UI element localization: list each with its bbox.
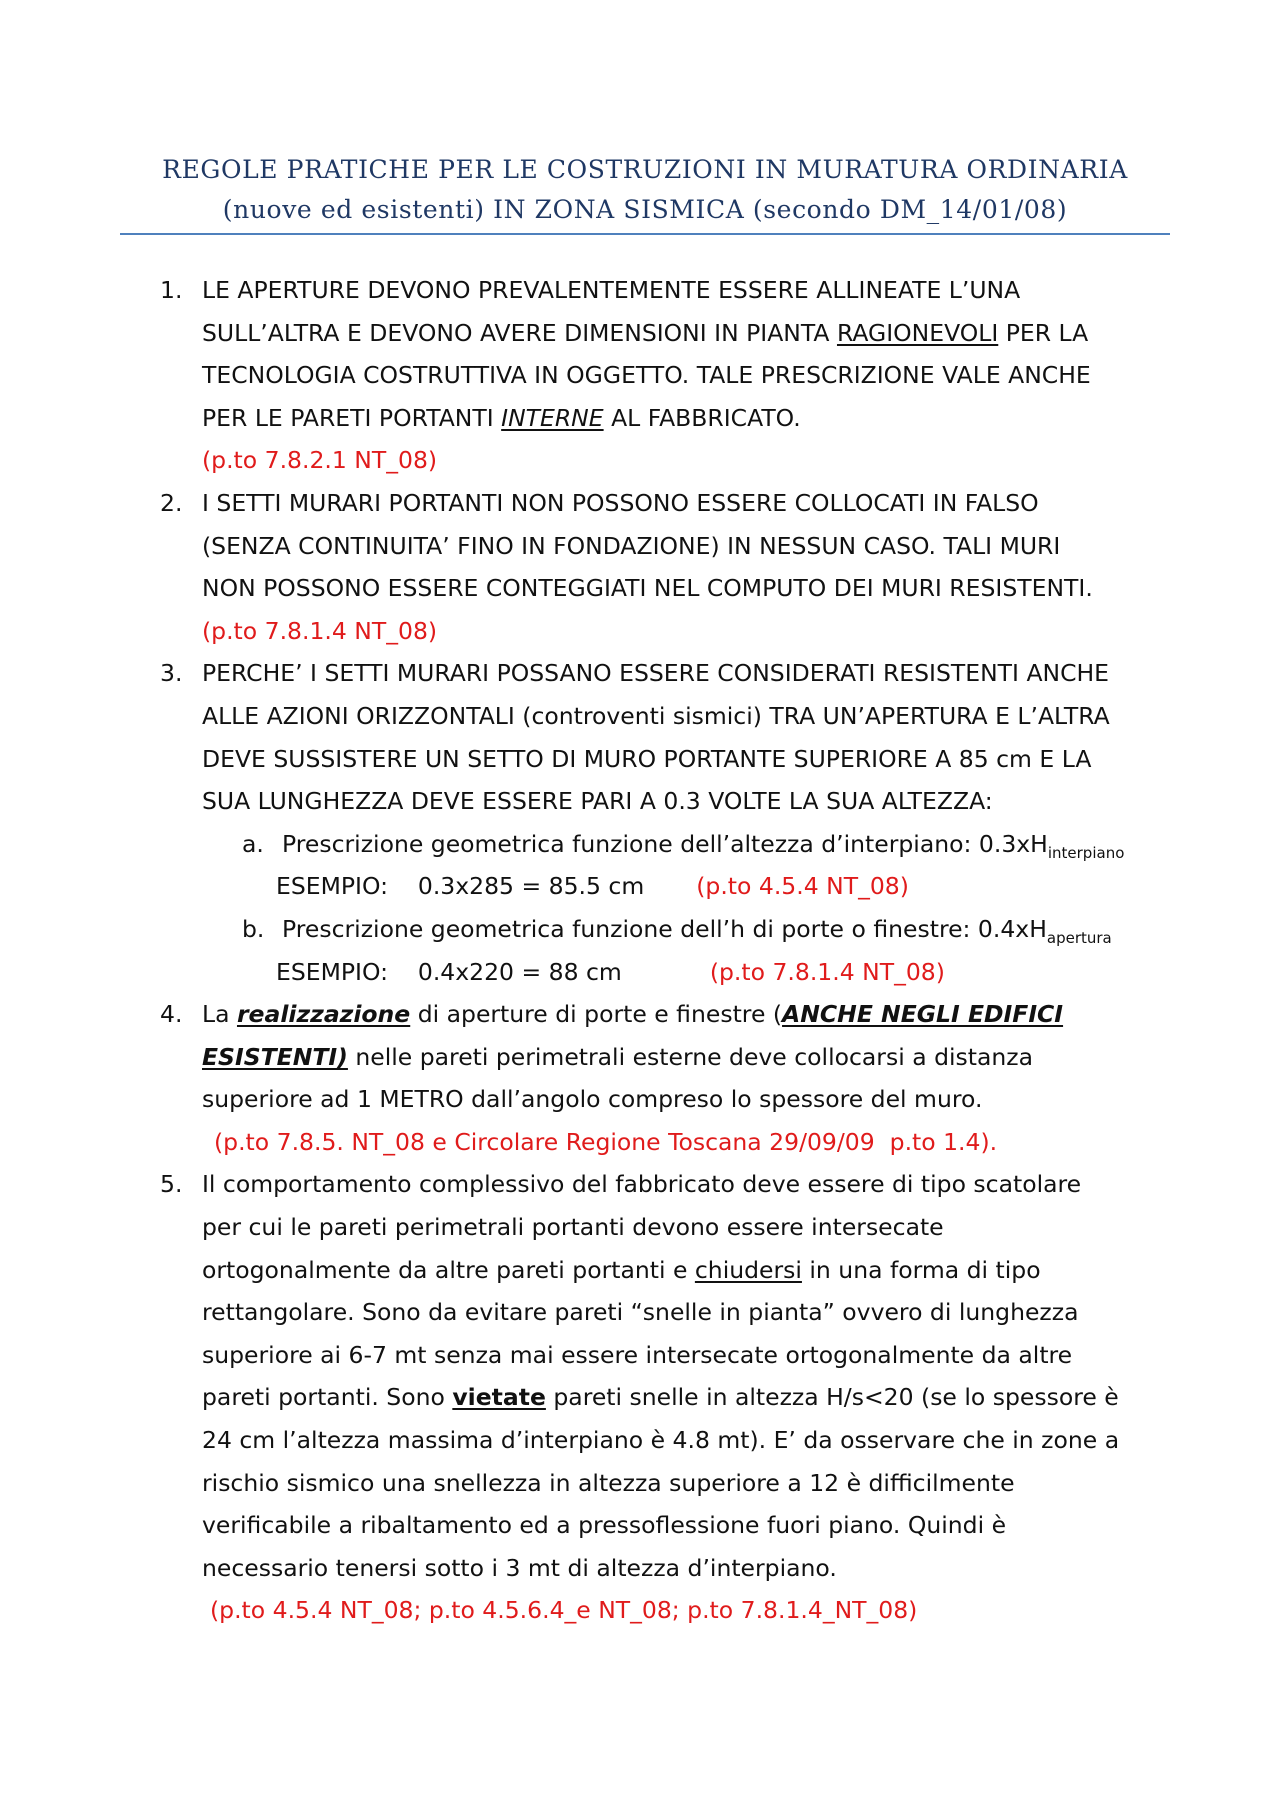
underlined-text: chiudersi bbox=[694, 1255, 802, 1284]
item-text-line: PERCHE’ I SETTI MURARI POSSANO ESSERE CONSIDERATI RESISTENTI ANCHE bbox=[202, 659, 1110, 688]
item-text-line: 24 cm l’altezza massima d’interpiano è 4.8 mt). E’ da osservare che in zone a bbox=[202, 1426, 1120, 1455]
text-span: SULL’ALTRA E DEVONO AVERE DIMENSIONI IN PIANTA bbox=[202, 318, 837, 347]
text-span: Prescrizione geometrica funzione dell’h di porte o finestre: 0.4xH bbox=[282, 914, 1047, 943]
item-text-line: ALLE AZIONI ORIZZONTALI (controventi sismici) TRA UN’APERTURA E L’ALTRA bbox=[202, 701, 1110, 730]
sub-item-text bbox=[282, 908, 1180, 951]
text-span: La bbox=[202, 1000, 237, 1029]
sub-item-text bbox=[282, 823, 1180, 866]
norm-reference: (p.to 4.5.4 NT_08) bbox=[696, 872, 909, 901]
rule-item-5 bbox=[160, 1163, 1180, 1632]
text-span: Prescrizione geometrica funzione dell’altezza d’interpiano: 0.3xH bbox=[282, 829, 1048, 858]
item-text-line bbox=[202, 312, 1180, 355]
item-text-line: superiore ad 1 METRO dall’angolo compreso lo spessore del muro. bbox=[202, 1085, 983, 1114]
bold-italic-text: ANCHE NEGLI EDIFICI bbox=[782, 1000, 1064, 1029]
item-text-line bbox=[202, 993, 1180, 1036]
title-divider bbox=[120, 233, 1170, 235]
item-text-line: Il comportamento complessivo del fabbricato deve essere di tipo scatolare bbox=[202, 1170, 1082, 1199]
example-text: ESEMPIO: 0.3x285 = 85.5 cm bbox=[276, 872, 645, 901]
sub-item-b bbox=[202, 908, 1180, 993]
underlined-text: RAGIONEVOLI bbox=[836, 318, 999, 347]
item-text-line: I SETTI MURARI PORTANTI NON POSSONO ESSERE COLLOCATI IN FALSO bbox=[202, 488, 1039, 517]
norm-reference: (p.to 4.5.4 NT_08; p.to 4.5.6.4_e NT_08; p.to 7.8.1.4_NT_08) bbox=[210, 1596, 918, 1625]
item-text-line: superiore ai 6-7 mt senza mai essere intersecate ortogonalmente da altre bbox=[202, 1340, 1073, 1369]
item-number: 1. bbox=[160, 276, 183, 304]
sub-item-letter: b. bbox=[242, 914, 265, 943]
item-text-line: verificabile a ribaltamento ed a pressoflessione fuori piano. Quindi è bbox=[202, 1511, 1007, 1540]
item-text-line bbox=[202, 1249, 1180, 1292]
item-text-line: TECNOLOGIA COSTRUTTIVA IN OGGETTO. TALE PRESCRIZIONE VALE ANCHE bbox=[202, 361, 1091, 390]
text-span: PER LA bbox=[998, 318, 1089, 347]
item-text-line: per cui le pareti perimetrali portanti devono essere intersecate bbox=[202, 1213, 944, 1242]
bold-italic-text: realizzazione bbox=[236, 1000, 411, 1029]
example-line bbox=[276, 951, 1180, 994]
item-text-line: (SENZA CONTINUITA’ FINO IN FONDAZIONE) IN NESSUN CASO. TALI MURI bbox=[202, 531, 1061, 560]
italic-underlined-text: INTERNE bbox=[501, 403, 604, 432]
document-title bbox=[120, 150, 1170, 230]
item-text-line: necessario tenersi sotto i 3 mt di altezza d’interpiano. bbox=[202, 1553, 837, 1582]
example-line bbox=[276, 865, 1180, 908]
bold-underlined-text: vietate bbox=[452, 1383, 546, 1412]
item-number: 4. bbox=[160, 1000, 183, 1029]
text-span: pareti snelle in altezza H/s<20 (se lo spessore è bbox=[545, 1383, 1119, 1412]
item-text-line: rettangolare. Sono da evitare pareti “snelle in pianta” ovvero di lunghezza bbox=[202, 1298, 1079, 1327]
rule-item-4 bbox=[160, 993, 1180, 1163]
rule-item-3 bbox=[160, 652, 1180, 993]
text-span: pareti portanti. Sono bbox=[202, 1383, 453, 1412]
item-text-line bbox=[202, 1376, 1180, 1419]
text-span: PER LE PARETI PORTANTI bbox=[202, 403, 502, 432]
title-line-1: REGOLE PRATICHE PER LE COSTRUZIONI IN MURATURA ORDINARIA bbox=[162, 155, 1128, 184]
item-text-line bbox=[202, 397, 1180, 440]
title-line-2: (nuove ed esistenti) IN ZONA SISMICA (secondo DM_14/01/08) bbox=[222, 195, 1068, 224]
item-number: 2. bbox=[160, 488, 183, 517]
norm-reference: (p.to 7.8.1.4 NT_08) bbox=[202, 616, 438, 645]
sub-item-letter: a. bbox=[242, 829, 264, 858]
norm-reference: (p.to 7.8.1.4 NT_08) bbox=[709, 957, 945, 986]
item-text-line: rischio sismico una snellezza in altezza superiore a 12 è difficilmente bbox=[202, 1468, 1015, 1497]
item-text-line: NON POSSONO ESSERE CONTEGGIATI NEL COMPUTO DEI MURI RESISTENTI. bbox=[202, 574, 1093, 603]
item-number: 5. bbox=[160, 1170, 183, 1199]
text-span: in una forma di tipo bbox=[801, 1255, 1041, 1284]
item-text-line bbox=[202, 1036, 1180, 1079]
rules-list bbox=[160, 269, 1180, 1632]
text-span: AL FABBRICATO. bbox=[603, 403, 801, 432]
text-span: ortogonalmente da altre pareti portanti e bbox=[202, 1255, 695, 1284]
norm-reference: (p.to 7.8.2.1 NT_08) bbox=[202, 446, 438, 475]
norm-reference: (p.to 7.8.5. NT_08 e Circolare Regione Toscana 29/09/09 p.to 1.4). bbox=[214, 1127, 998, 1156]
bold-italic-text: ESISTENTI) bbox=[202, 1042, 348, 1071]
item-number: 3. bbox=[160, 659, 183, 688]
item-text-line: DEVE SUSSISTERE UN SETTO DI MURO PORTANTE SUPERIORE A 85 cm E LA bbox=[202, 744, 1092, 773]
example-text: ESEMPIO: 0.4x220 = 88 cm bbox=[276, 957, 622, 986]
item-text-line: LE APERTURE DEVONO PREVALENTEMENTE ESSERE ALLINEATE L’UNA bbox=[202, 276, 1021, 304]
text-span: nelle pareti perimetrali esterne deve collocarsi a distanza bbox=[347, 1042, 1034, 1071]
text-span: di aperture di porte e finestre ( bbox=[410, 1000, 783, 1029]
subscript: apertura bbox=[1046, 928, 1112, 947]
item-text-line: SUA LUNGHEZZA DEVE ESSERE PARI A 0.3 VOLTE LA SUA ALTEZZA: bbox=[202, 787, 993, 816]
subscript: interpiano bbox=[1047, 843, 1125, 862]
sub-item-a bbox=[202, 823, 1180, 908]
rule-item-2 bbox=[160, 482, 1180, 652]
rule-item-1 bbox=[160, 269, 1180, 482]
